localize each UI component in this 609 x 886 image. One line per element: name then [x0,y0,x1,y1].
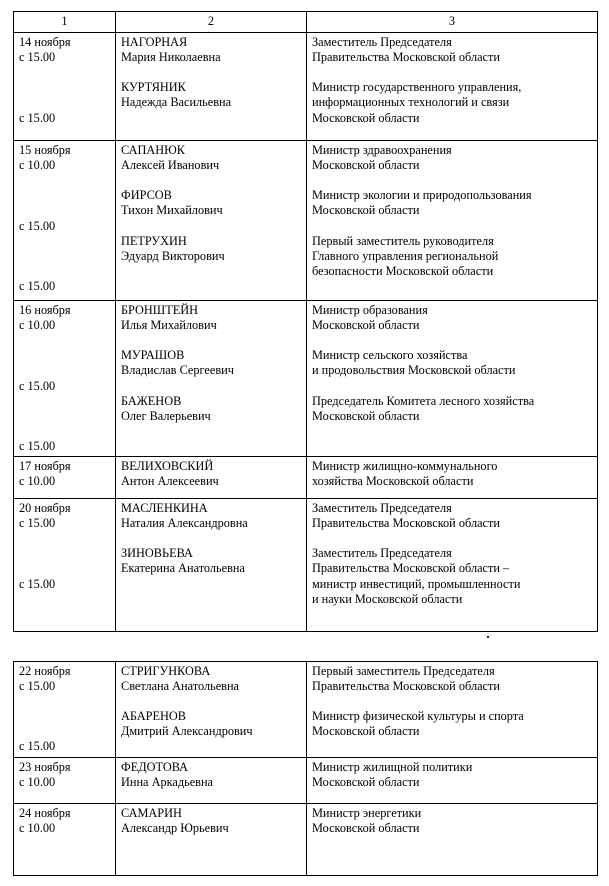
time-label: с 15.00 [19,576,56,591]
column-header-2: 2 [116,12,307,33]
person-surname: МУРАШОВ [121,348,185,363]
person-name-cell [116,457,307,499]
person-name-cell [116,803,307,875]
spacer [312,173,597,188]
date-label: 20 ноября [19,501,71,516]
spacer [19,363,115,378]
date-label: 16 ноября [19,303,71,318]
position-line: Московской области [312,318,420,333]
position-cell [307,499,598,632]
person-name-cell [116,662,307,758]
position-line: Министр здравоохранения [312,143,452,158]
position-cell [307,33,598,141]
spacer [19,173,115,188]
date-label: 22 ноября [19,664,71,678]
person-given-name: Мария Николаевна [121,50,221,65]
date-time-cell [14,457,116,499]
position-cell [307,301,598,457]
position-line: Министр государственного управления, [312,80,522,95]
spacer [19,80,115,95]
position-cell [307,662,598,758]
spacer [19,424,115,439]
table-row [14,499,598,632]
time-label: с 15.00 [19,278,56,293]
spacer [19,531,115,546]
person-given-name: Наталия Александровна [121,516,248,531]
position-line: Правительства Московской области [312,50,500,65]
spacer [19,95,115,110]
person-surname: ВЕЛИХОВСКИЙ [121,459,214,474]
person-given-name: Илья Михайлович [121,318,217,333]
schedule-table-second [13,661,598,876]
table-row [14,301,598,457]
table-row [14,803,598,875]
position-line: Заместитель Председателя [312,546,452,561]
date-time-cell [14,33,116,141]
person-surname: ФИРСОВ [121,188,172,203]
date-label: 17 ноября [19,459,71,474]
person-surname: САМАРИН [121,805,182,820]
position-cell [307,141,598,301]
spacer [19,188,115,203]
spacer [121,531,306,546]
position-line: Министр физической культуры и спорта [312,709,524,724]
position-line: Председатель Комитета лесного хозяйства [312,393,535,408]
stray-dot-artifact [487,636,489,638]
position-line: Заместитель Председателя [312,35,452,50]
position-line: Московской области [312,774,420,789]
time-label: с 15.00 [19,50,56,65]
position-line: Министр экологии и природопользования [312,188,532,203]
spacer [312,379,597,394]
spacer [121,333,306,348]
column-header-3: 3 [307,12,598,33]
date-time-cell [14,757,116,803]
date-label: 24 ноября [19,805,71,820]
spacer [19,249,115,264]
date-time-cell [14,662,116,758]
position-line: Министр образования [312,303,428,318]
person-name-cell [116,499,307,632]
person-surname: ФЕДОТОВА [121,759,189,774]
position-line: Московской области [312,203,420,218]
person-surname: КУРТЯНИК [121,80,186,95]
position-line: Московской области [312,820,420,835]
header-row [14,12,598,33]
spacer [121,694,306,709]
spacer [312,333,597,348]
person-given-name: Инна Аркадьевна [121,774,214,789]
person-given-name: Алексей Иванович [121,158,220,173]
spacer [312,531,597,546]
spacer [19,409,115,424]
spacer [19,394,115,409]
position-line: министр инвестиций, промышленности [312,576,521,591]
spacer [19,203,115,218]
person-surname: ПЕТРУХИН [121,233,187,248]
person-given-name: Надежда Васильевна [121,95,232,110]
person-given-name: Дмитрий Александрович [121,724,253,739]
person-given-name: Эдуард Викторович [121,248,225,263]
date-label: 15 ноября [19,143,71,158]
date-time-cell [14,301,116,457]
spacer [19,724,115,739]
date-time-cell [14,141,116,301]
table-row [14,141,598,301]
person-surname: БАЖЕНОВ [121,393,182,408]
person-given-name: Александр Юрьевич [121,820,229,835]
person-given-name: Екатерина Анатольевна [121,561,245,576]
person-surname: НАГОРНАЯ [121,35,188,50]
person-name-cell [116,301,307,457]
table-row [14,662,598,758]
position-line: Московской области [312,408,420,423]
position-line: Министр жилищно-коммунального [312,459,498,474]
spacer [19,561,115,576]
person-given-name: Светлана Анатольевна [121,679,240,694]
person-given-name: Антон Алексеевич [121,474,219,489]
table-body [14,33,598,632]
position-line: Московской области [312,158,420,173]
table-row [14,757,598,803]
person-name-cell [116,141,307,301]
spacer [19,546,115,561]
spacer [19,694,115,709]
person-given-name: Владислав Сергеевич [121,363,234,378]
position-line: Правительства Московской области – [312,561,510,576]
spacer [19,333,115,348]
person-surname: САПАНЮК [121,143,185,158]
position-line: безопасности Московской области [312,263,494,278]
spacer [121,379,306,394]
position-line: Первый заместитель Председателя [312,664,495,678]
position-line: и продовольствия Московской области [312,363,516,378]
person-name-cell [116,33,307,141]
time-label: с 15.00 [19,739,56,754]
spacer [121,219,306,234]
time-label: с 15.00 [19,218,56,233]
table-row [14,457,598,499]
time-label: с 15.00 [19,378,56,393]
position-line: Московской области [312,724,420,739]
table-row [14,33,598,141]
position-line: Главного управления региональной [312,248,499,263]
position-cell [307,803,598,875]
date-time-cell [14,803,116,875]
person-surname: МАСЛЕНКИНА [121,501,208,516]
position-line: Заместитель Председателя [312,501,452,516]
time-label: с 10.00 [19,158,56,173]
spacer [19,348,115,363]
person-name-cell [116,757,307,803]
table-header [14,12,598,33]
spacer [19,65,115,80]
time-label: с 15.00 [19,679,56,694]
person-given-name: Тихон Михайлович [121,203,223,218]
position-line: и науки Московской области [312,591,463,606]
spacer [312,65,597,80]
person-surname: БРОНШТЕЙН [121,303,198,318]
time-label: с 15.00 [19,516,56,531]
spacer [121,65,306,80]
position-line: Министр энергетики [312,805,422,820]
position-line: Министр жилищной политики [312,759,473,774]
person-surname: АБАРЕНОВ [121,709,186,724]
time-label: с 15.00 [19,110,56,125]
spacer [19,234,115,249]
position-line: Правительства Московской области [312,679,500,694]
spacer [312,219,597,234]
time-label: с 10.00 [19,318,56,333]
table-body [14,662,598,876]
date-label: 23 ноября [19,759,71,774]
time-label: с 10.00 [19,820,56,835]
spacer [312,694,597,709]
position-line: хозяйства Московской области [312,474,474,489]
date-label: 14 ноября [19,35,71,50]
position-line: Московской области [312,110,420,125]
person-given-name: Олег Валерьевич [121,408,211,423]
position-cell [307,457,598,499]
position-line: Первый заместитель руководителя [312,233,494,248]
person-surname: ЗИНОВЬЕВА [121,546,193,561]
time-label: с 10.00 [19,774,56,789]
position-cell [307,757,598,803]
position-line: Правительства Московской области [312,516,500,531]
spacer [19,709,115,724]
spacer [19,264,115,279]
time-label: с 10.00 [19,474,56,489]
schedule-table-first [13,11,598,632]
spacer [121,173,306,188]
position-line: Министр сельского хозяйства [312,348,468,363]
position-line: информационных технологий и связи [312,95,510,110]
column-header-1: 1 [14,12,116,33]
date-time-cell [14,499,116,632]
time-label: с 15.00 [19,438,56,453]
person-surname: СТРИГУНКОВА [121,664,211,678]
